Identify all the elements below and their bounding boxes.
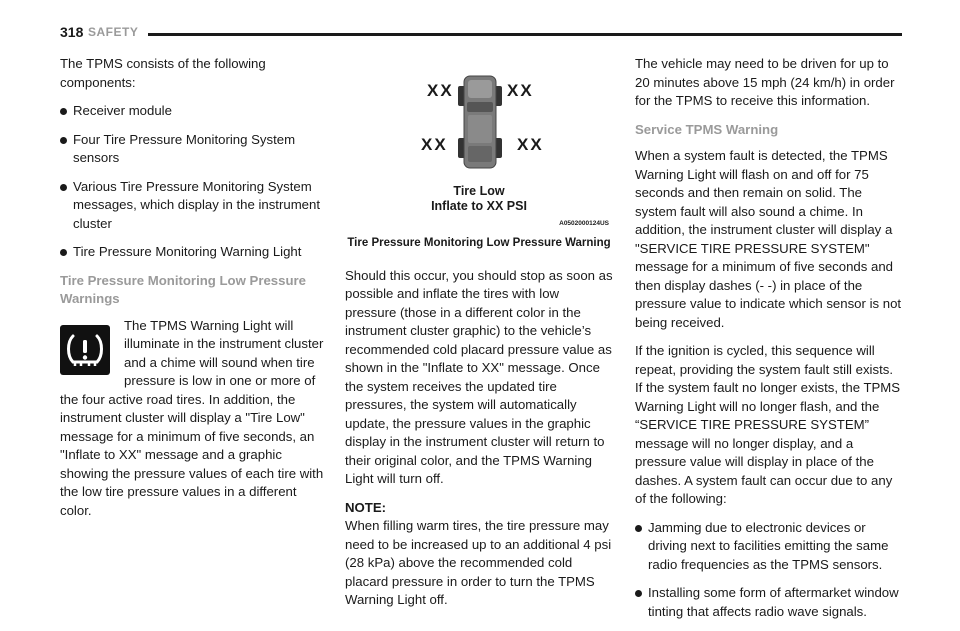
column-1 (60, 55, 324, 520)
drive-time-paragraph: The vehicle may need to be driven for up to 20 minutes above 15 mph (24 km/h) in order for the TPMS to receive this information. (635, 56, 895, 108)
bullet-icon (60, 137, 67, 144)
list-item: Various Tire Pressure Monitoring System messages, which display in the instrument cluster (60, 178, 324, 234)
bullet-icon (60, 249, 67, 256)
figure-code: A0502000124US (559, 220, 609, 227)
list-item: Four Tire Pressure Monitoring System sensors (60, 131, 324, 168)
section-title: SAFETY (88, 25, 139, 39)
header-rule (148, 33, 902, 36)
vehicle-top-view-icon (457, 72, 503, 172)
tire-pressure-figure (345, 70, 613, 230)
components-list (60, 102, 324, 262)
system-fault-paragraph: When a system fault is detected, the TPMS Warning Light will flash on and off for 75 seconds and then remain on solid. The system fault will also sound a chime. In addition, the instrument cluster will display a "SERVICE TIRE PRESSURE SYSTEM" message for a minimum of five seconds and then display dashes (- -) in place of the pressure value to indicate which sensor is not being received. (635, 148, 902, 330)
front-left-pressure: XX (427, 81, 454, 100)
figure-title: Tire Pressure Monitoring Low Pressure Warning (347, 237, 611, 249)
rear-right-pressure: XX (517, 135, 544, 154)
stop-and-inflate-paragraph: Should this occur, you should stop as soon as possible and inflate the tires with low pressure (those in a different color in the instrument cluster graphic) to the vehicle’s recommended cold placard pressure value as shown in the "Inflate to XX" message. Once the system receives the updated tire pressures, the system will automatically update, the pressure values in the graphic display in the instrument cluster will return to their original color, and the TPMS Warning Light will turn off. (345, 267, 613, 486)
bullet-icon (60, 108, 67, 115)
low-pressure-section (60, 317, 324, 521)
figure-caption-tire-low: Tire Low (453, 184, 505, 198)
note-text: When filling warm tires, the tire pressure may need to be increased up to an additional 4 psi (28 kPa) above the recommended cold placard pressure in order to turn the TPMS Warning Light off. (345, 518, 612, 607)
list-item: Receiver module (60, 102, 324, 121)
tpms-warning-light-icon (60, 325, 110, 375)
column-3 (635, 55, 903, 631)
rear-left-pressure: XX (421, 135, 448, 154)
service-tpms-heading: Service TPMS Warning (635, 121, 779, 137)
front-right-pressure: XX (507, 81, 534, 100)
fault-causes-list (635, 519, 903, 622)
figure-caption-inflate: Inflate to XX PSI (431, 199, 527, 213)
list-item: Tire Pressure Monitoring Warning Light (60, 243, 324, 262)
low-pressure-text: The TPMS Warning Light will illuminate in the instrument cluster and a chime will sound when tire pressure is low in one or more of the four active road tires. In addition, the instrument cluster will display a "Tire Low" message for a minimum of five seconds, an "Inflate to XX" message and a graphic showing the pressure values of each tire with the low tire pressure values in a different color. (60, 317, 324, 518)
bullet-icon (635, 525, 642, 532)
ignition-cycle-paragraph: If the ignition is cycled, this sequence will repeat, providing the system fault still exists. If the system fault no longer exists, the TPMS Warning Light will no longer flash, and the “SERVICE TIRE PRESSURE SYSTEM” message will no longer display, and a pressure value will display in place of the dashes. A system fault can occur due to any of the following: (635, 343, 901, 506)
list-item: Jamming due to electronic devices or driving next to facilities emitting the same radio frequencies as the TPMS sensors. (635, 519, 903, 575)
column-2 (345, 70, 613, 620)
page-number: 318 (60, 24, 84, 40)
bullet-icon (60, 184, 67, 191)
bullet-icon (635, 590, 642, 597)
page-header (60, 24, 902, 44)
components-intro: The TPMS consists of the following components: (60, 56, 266, 90)
low-pressure-heading: Tire Pressure Monitoring Low Pressure Warnings (60, 272, 306, 306)
note-label: NOTE: (345, 499, 387, 515)
list-item: Installing some form of aftermarket window tinting that affects radio wave signals. (635, 584, 903, 621)
